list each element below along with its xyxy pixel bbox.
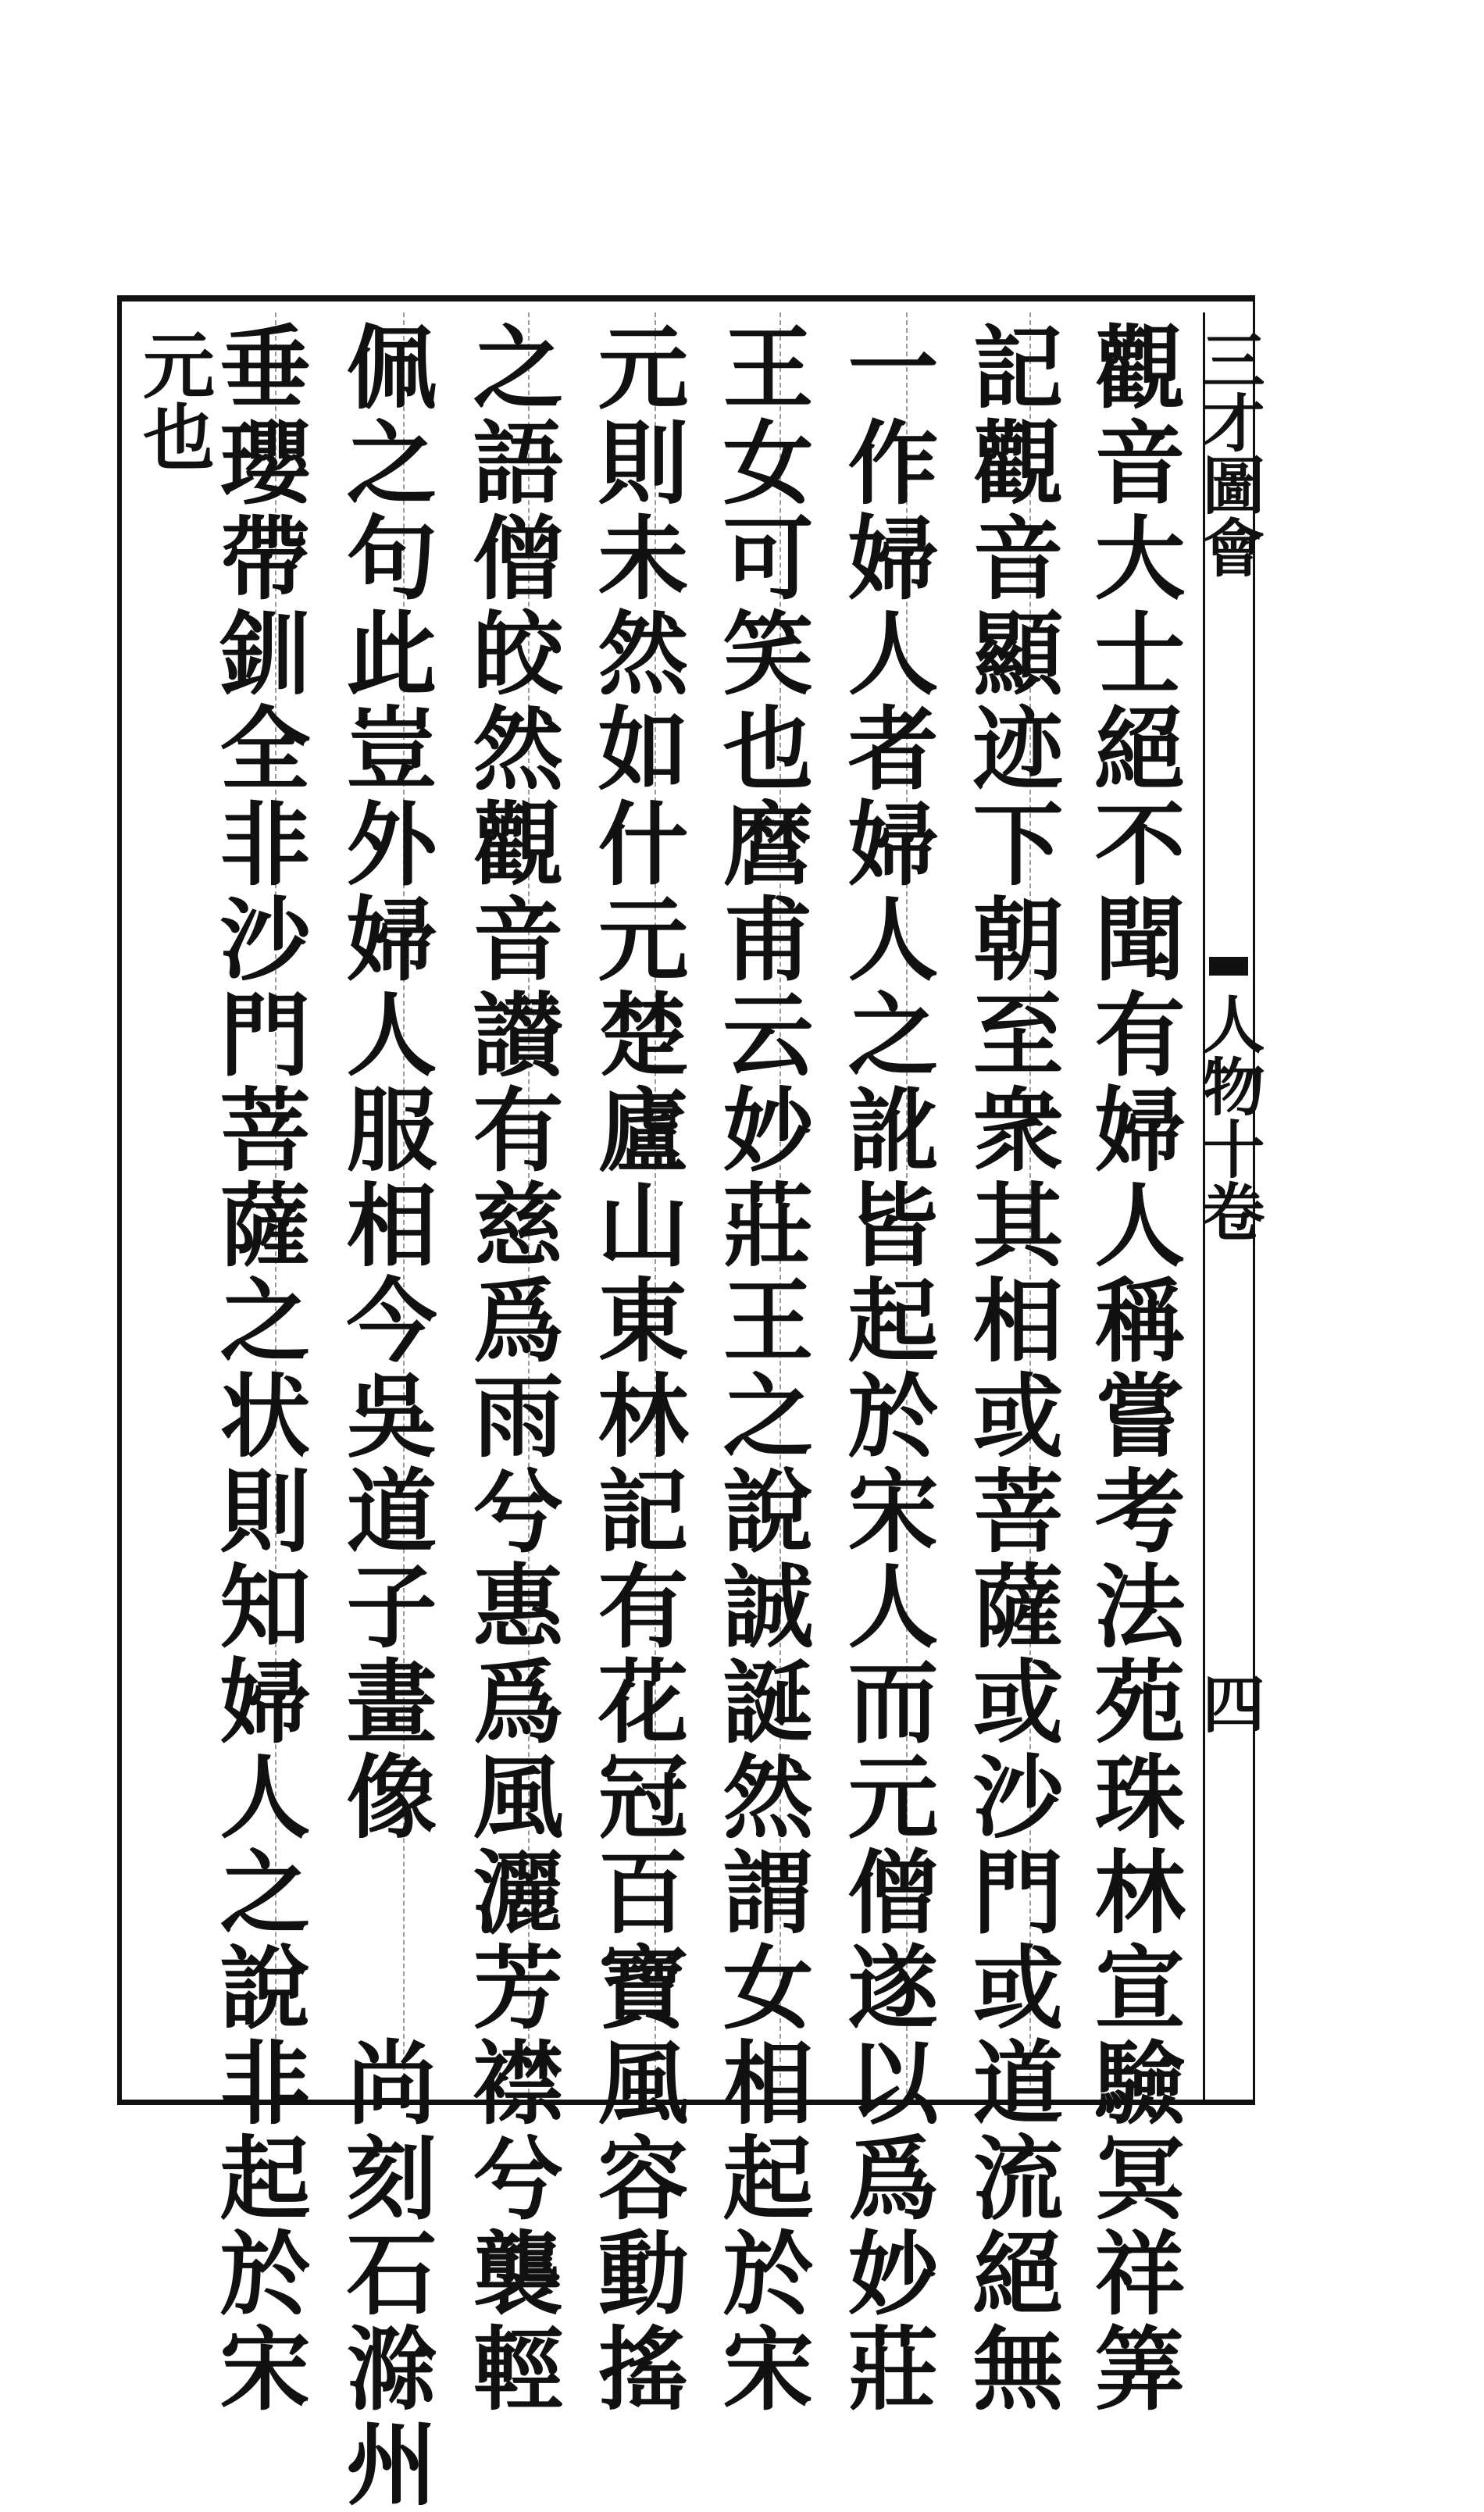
banxin-section: 人物十卷 (1192, 992, 1265, 1242)
text-column-8: 垂瓔帶釧全非沙門菩薩之状則知婦人之說非起於宋 (205, 320, 311, 2417)
marginal-text: 元也 (131, 328, 216, 472)
text-column-6: 之語僧皎然觀音讃有慈爲雨兮惠爲風灑芳襟兮襲輕 (458, 320, 564, 2417)
text-column-2: 記觀音顯迹下朝至衆其相或菩薩或沙門或道流絕無 (958, 320, 1064, 2417)
text-column-4: 王女可笑也麿甫云妙莊王之說誠誕然謂女相起於宋 (708, 320, 814, 2417)
frame-left-border (117, 295, 122, 2105)
text-column-1: 觀音大士絕不聞有婦人稱嘗考法苑珠林宣驗冥祥筭 (1079, 320, 1186, 2417)
banxin-title: 三才圖會 (1192, 328, 1265, 578)
banxin-page-number: 四 (1192, 1672, 1265, 1734)
text-column-3: 一作婦人者婦人之訛皆起於宋人而元僧遂以爲妙莊 (833, 320, 939, 2417)
text-column-7: 佩之句此豈外婦人服相今吳道子畫像 尚刻石滁州 (331, 320, 437, 2512)
frame-top-border (117, 295, 1254, 302)
text-column-5: 元則未然如什元楚廬山東林記有花冠百寶風容動搖 (583, 320, 689, 2417)
fishtail-mark (1209, 957, 1248, 976)
